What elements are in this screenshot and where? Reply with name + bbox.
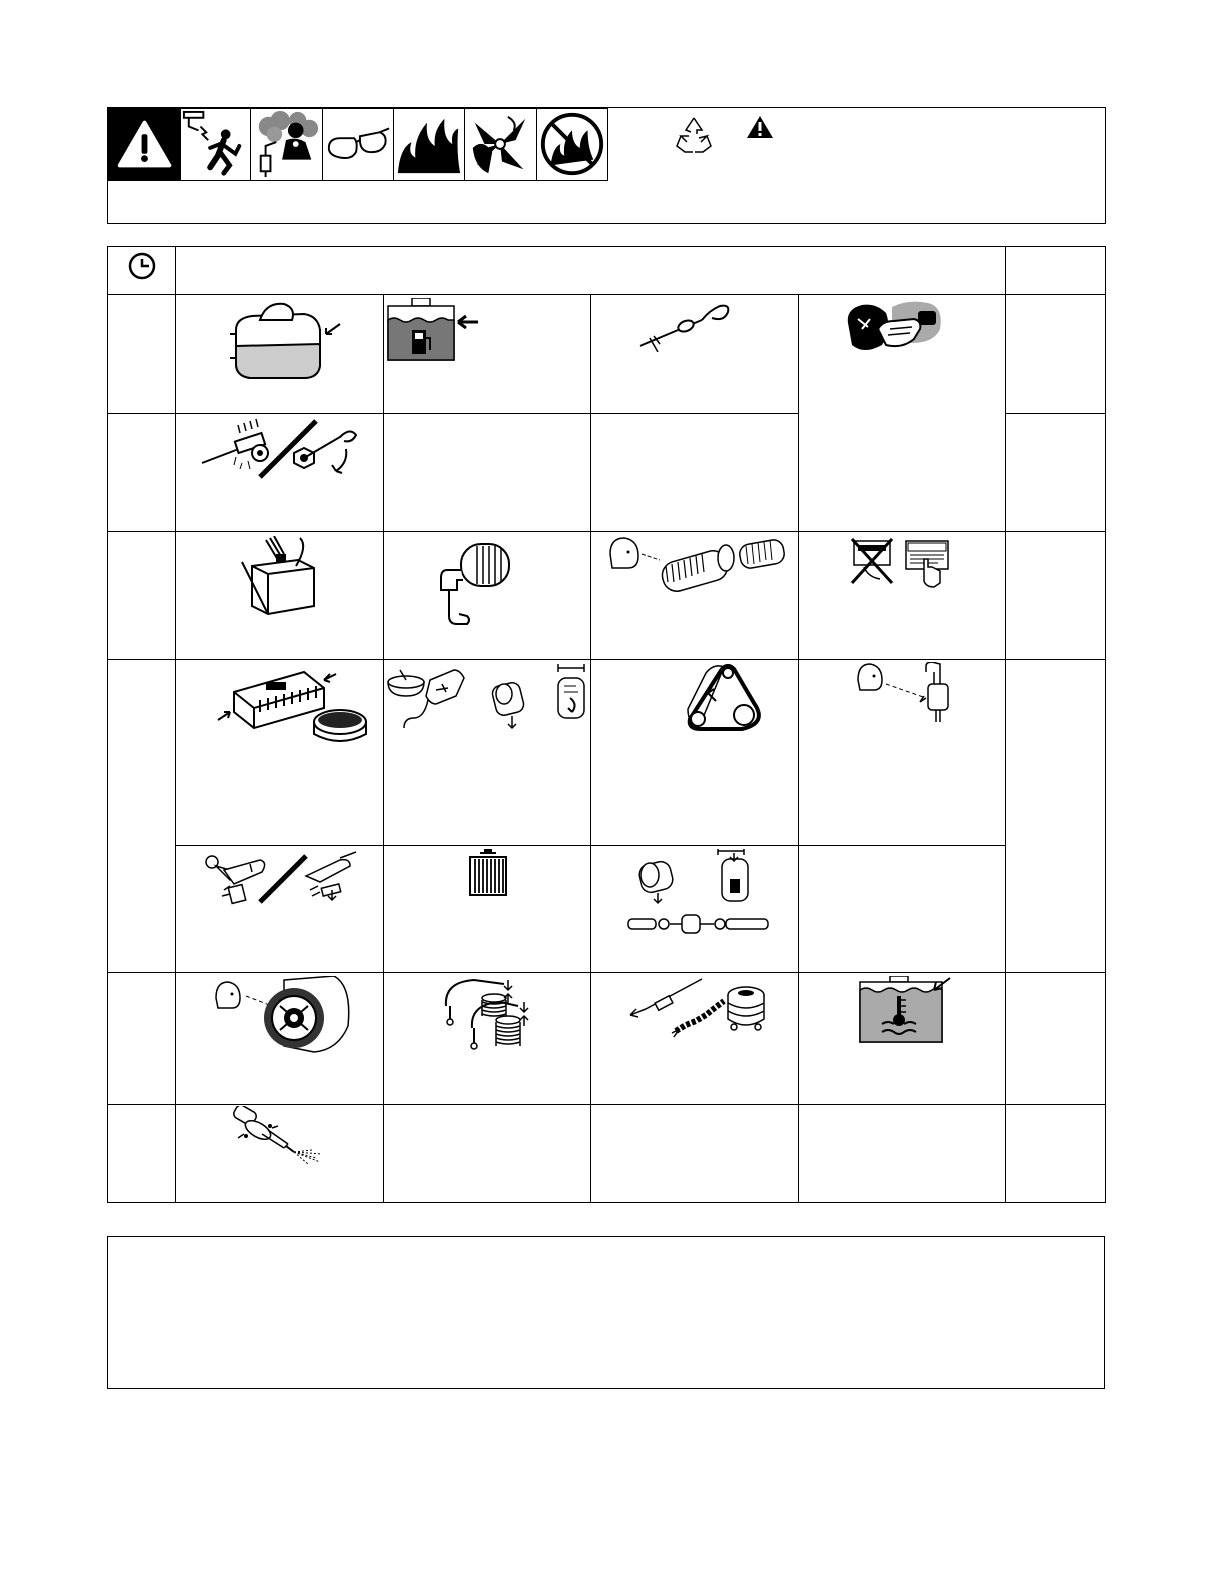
- air-cleaner-icon: [437, 540, 515, 626]
- table-grid-line: [175, 246, 176, 1203]
- note-box: [107, 1236, 1105, 1389]
- oil-change-filter-icon: [386, 662, 590, 746]
- table-grid-line: [175, 845, 1006, 846]
- fumes-gases-icon: [250, 108, 323, 181]
- clean-terminals-icon: [200, 850, 360, 910]
- table-grid-line: [107, 972, 1106, 973]
- table-grid-line: [383, 294, 384, 1203]
- table-grid-line: [590, 294, 591, 1203]
- recycle-icon: [673, 114, 715, 156]
- coolant-level-icon: [386, 298, 482, 362]
- clean-hands-icon: [842, 299, 946, 355]
- radiator-icon: [466, 849, 510, 897]
- oil-dipstick-icon: [636, 300, 732, 352]
- inspect-muffler-icon: [856, 662, 952, 724]
- moving-parts-icon: [464, 108, 537, 181]
- fan-belt-icon: [684, 663, 770, 731]
- table-grid-line: [107, 659, 1106, 660]
- fire-hazard-icon: [393, 108, 465, 181]
- table-grid-line: [107, 413, 799, 414]
- fuel-tank-icon: [222, 300, 342, 382]
- fuel-filter-icon: [626, 849, 774, 937]
- battery-clean-icon: [238, 536, 320, 618]
- warning-triangle-icon: [108, 108, 181, 181]
- injector-spray-icon: [228, 1106, 328, 1166]
- table-grid-line: [1005, 246, 1006, 1203]
- electric-shock-icon: [180, 108, 251, 181]
- coolant-temperature-icon: [858, 976, 954, 1044]
- inspect-air-filter-icon: [608, 536, 788, 598]
- replace-labels-icon: [848, 537, 952, 589]
- valve-clearance-icon: [444, 976, 532, 1056]
- no-fire-icon: [536, 108, 608, 181]
- table-grid-line: [798, 294, 799, 1203]
- table-grid-line: [1005, 413, 1106, 414]
- warning-triangle-icon: [746, 115, 774, 139]
- table-grid-line: [107, 531, 1106, 532]
- table-grid-line: [107, 294, 1106, 295]
- clean-cooling-fins-icon: [214, 662, 368, 742]
- safety-glasses-icon: [322, 108, 394, 181]
- inspect-generator-icon: [214, 976, 354, 1060]
- wire-brush-wrench-icon: [200, 417, 360, 479]
- table-grid-line: [107, 1104, 1106, 1105]
- brushes-slip-rings-icon: [626, 977, 770, 1041]
- clock-icon: [127, 251, 157, 281]
